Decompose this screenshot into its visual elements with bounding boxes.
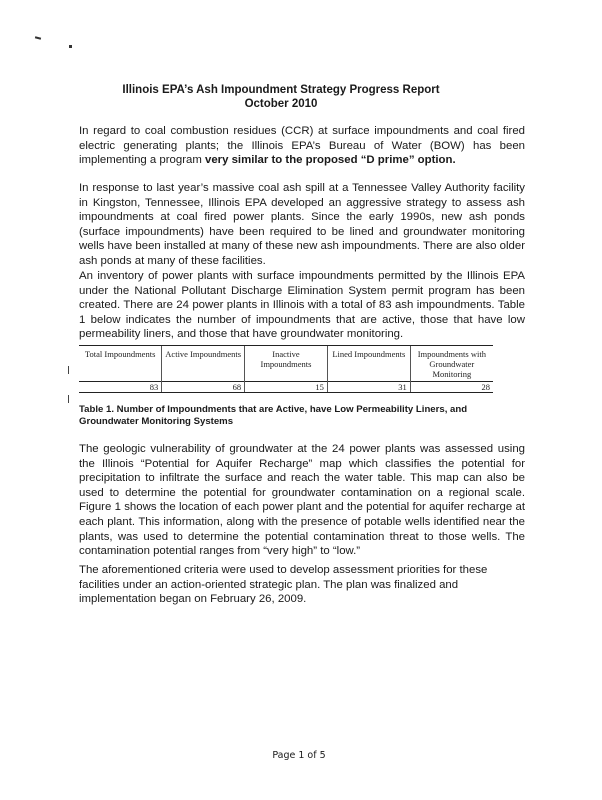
paragraph-ccr-program: [79, 124, 525, 168]
table-header-total: Total Impoundments: [79, 346, 162, 382]
table-cell-lined: 31: [327, 382, 410, 393]
table-header-active: Active Impoundments: [162, 346, 245, 382]
paragraph-geologic-vulnerability: The geologic vulnerability of groundwater at the 24 power plants was assessed using the Illinois “Potential for Aquifer Recharge” map which classifies the potential for precipitation to infiltrate the surface and reach the water table. This map can also be used to determine the potential for groundwater contamination on a regional scale. Figure 1 shows the location of each power plant and the potential for aquifer recharge at each plant. This information, along with the presence of potable wells identified near the plants, was used to determine the potential contamination threat to those wells. The contamination potential ranges from “very high” to “low.”: [79, 443, 525, 558]
paragraph-inventory: An inventory of power plants with surface impoundments permitted by the Illinois EPA under the National Pollutant Discharge Elimination System permit program has been created. There are 24 power plants in Illinois with a total of 83 ash impoundments. Table 1 below indicates the number of impoundments that are active, those that have low permeability liners, and those that have groundwater monitoring.: [79, 270, 525, 341]
table-header-inactive: Inactive Impoundments: [245, 346, 328, 382]
table-header-lined: Lined Impoundments: [327, 346, 410, 382]
page-number: Page 1 of 5: [272, 750, 326, 761]
table-cell-inactive: 15: [245, 382, 328, 393]
scan-artifact: [35, 36, 41, 39]
table-cell-total: 83: [79, 382, 162, 393]
table-row: [79, 382, 493, 393]
scan-artifact: [68, 366, 71, 374]
table-header-monitoring: Impoundments with Groundwater Monitoring: [410, 346, 493, 382]
report-title: Illinois EPA’s Ash Impoundment Strategy Progress Report: [122, 84, 440, 96]
table-caption: Table 1. Number of Impoundments that are Active, have Low Permeability Liners, and Groundwater Monitoring Systems: [79, 404, 468, 427]
report-date: October 2010: [244, 98, 318, 110]
paragraph-strategic-plan: The aforementioned criteria were used to develop assessment priorities for these facilities under an action-oriented strategic plan. The plan was finalized and implementation began on February 26, 2009.: [79, 564, 488, 606]
scan-artifact: [68, 395, 71, 403]
table-header-row: [79, 346, 493, 382]
table-cell-monitoring: 28: [410, 382, 493, 393]
paragraph-tva-spill: In response to last year’s massive coal ash spill at a Tennessee Valley Authority facility in Kingston, Tennessee, Illinois EPA developed an aggressive strategy to assess ash impoundments at coal fired power plants. Since the early 1990s, new ash ponds (surface impoundments) have been required to be lined and groundwater monitoring wells have been installed at many of these new ash impoundments. There are also older ash ponds at many of these facilities.: [79, 182, 525, 267]
paragraph-ccr-emphasis: very similar to the proposed “D prime” option.: [205, 154, 456, 167]
scan-artifact: [69, 45, 72, 48]
paragraph-ccr-text: In regard to coal combustion residues (CCR) at surface impoundments and coal fired electric generating plants; the Illinois EPA’s Bureau of Water (BOW) has been implementing a program: [79, 125, 525, 167]
table-cell-active: 68: [162, 382, 245, 393]
impoundment-table: [79, 345, 493, 393]
